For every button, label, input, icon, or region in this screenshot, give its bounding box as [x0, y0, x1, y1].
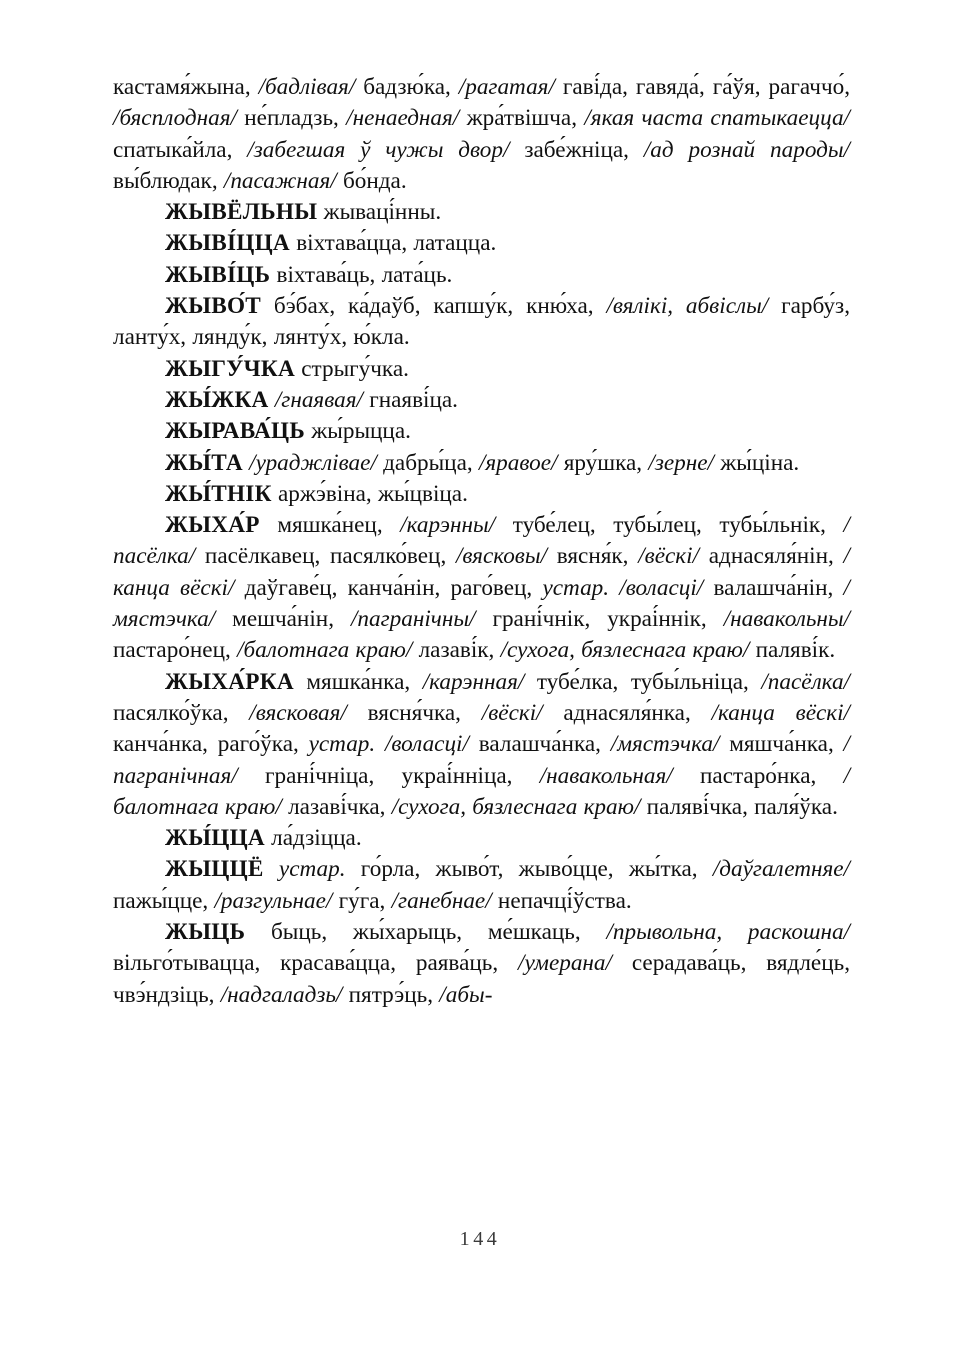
dictionary-entry	[113, 354, 850, 385]
entry-headword: ЖЫВІ́ЦЦА	[165, 230, 290, 257]
entry-gloss: /абы-	[439, 981, 493, 1008]
entry-gloss: /надгаладзь/	[220, 981, 349, 1008]
entry-synonyms: валашча́нін,	[713, 574, 844, 601]
entry-synonyms: вясня́к,	[556, 543, 639, 570]
entry-headword: ЖЫ́ТНІК	[165, 480, 272, 507]
entry-gloss: /разгульнае/	[214, 887, 339, 914]
entry-synonyms: паляві́к.	[755, 637, 836, 664]
entry-gloss: /прывольна, раскошна/	[606, 919, 850, 946]
page-number: 144	[459, 1228, 501, 1250]
entry-gloss: /зерне/	[648, 449, 721, 476]
entry-gloss: /даўгалетняе/	[712, 856, 850, 883]
entry-synonyms: пастаро́нец,	[113, 637, 238, 664]
entry-synonyms: кастамя́жына,	[113, 74, 259, 100]
entry-synonyms: вясня́чка,	[367, 699, 482, 726]
entry-gloss: /пагранічная/	[113, 731, 850, 789]
page-text-column	[113, 72, 850, 1011]
entry-synonyms: грані́чніца, украі́нніца,	[265, 762, 540, 789]
entry-headword: ЖЫЦЦЁ	[165, 856, 264, 883]
entry-synonyms: непачці́ўства.	[497, 887, 632, 914]
entry-headword: ЖЫ́ТА	[165, 449, 243, 476]
entry-synonyms: аржэ́віна, жы́цвіца.	[271, 480, 468, 507]
entry-synonyms: аднасяля́нка,	[563, 699, 712, 726]
entry-headword: ЖЫЦЬ	[165, 919, 246, 946]
entry-synonyms: пасёлкавец, пасялко́вец,	[204, 543, 456, 570]
entry-gloss: /мястэчка/	[610, 731, 730, 758]
entry-gloss: /пасёлка/	[761, 668, 850, 695]
entry-headword: ЖЫ́ЖКА	[165, 386, 269, 413]
entry-gloss: /забегшая ў чужы двор/	[247, 136, 525, 163]
entry-synonyms: ла́дзіцца.	[264, 825, 362, 852]
entry-synonyms: мяшча́нка,	[729, 731, 844, 758]
entry-headword: ЖЫВО́Т	[165, 293, 262, 320]
entry-synonyms: гарбу́з, ланту́х, лянду́к, лянту́х, ю́кла.	[113, 293, 850, 351]
dictionary-entry	[113, 228, 850, 259]
entry-synonyms: стрыгу́чка.	[295, 355, 409, 382]
dictionary-entry	[113, 667, 850, 823]
entry-synonyms: даўгаве́ц, канча́нін, раго́вец,	[244, 574, 543, 601]
entry-synonyms: пастаро́нка,	[700, 762, 844, 789]
entry-gloss: /канца вёскі/	[711, 699, 851, 726]
entry-gloss: /балотнага краю/	[113, 762, 851, 820]
entry-synonyms: грані́чнік, украі́ннік,	[492, 606, 724, 633]
entry-gloss: /умерана/	[518, 950, 632, 977]
entry-synonyms: спатыка́йла,	[113, 136, 248, 163]
entry-gloss: /ураджлівае/	[249, 449, 384, 476]
dictionary-entry	[113, 291, 850, 354]
dictionary-entry	[113, 479, 850, 510]
entry-headword: ЖЫ́ЦЦА	[165, 825, 265, 852]
entry-synonyms: бэ́бах, ка́даўб, капшу́к, кню́ха,	[261, 293, 607, 320]
entry-gloss: /вясковая/	[249, 699, 368, 726]
entry-synonyms: жы́рыцца.	[304, 418, 411, 445]
entry-headword: ЖЫРАВА́ЦЬ	[165, 418, 305, 445]
dictionary-entry	[113, 854, 850, 917]
entry-gloss: устар. /воласці/	[308, 731, 479, 758]
entry-gloss: /якая часта спатыкаецца/	[584, 105, 851, 132]
entry-gloss: /пагранічны/	[350, 606, 493, 633]
dictionary-entry	[113, 510, 850, 666]
entry-synonyms: быць, жы́харыць, ме́шкаць,	[245, 919, 607, 946]
entry-synonyms: валашча́нка,	[478, 731, 611, 758]
entry-synonyms: канча́нка, раго́ўка,	[113, 731, 309, 758]
entry-gloss: /бясплодная/	[113, 105, 245, 132]
entry-synonyms: бо́нда.	[342, 167, 407, 194]
entry-gloss: /навакольная/	[539, 762, 700, 789]
entry-synonyms: тубе́лка, тубы́льніца,	[536, 668, 762, 695]
entry-gloss: /мястэчка/	[113, 574, 850, 633]
dictionary-entry	[113, 448, 850, 479]
entry-gloss: /сухога, бязлеснага краю/	[500, 637, 756, 664]
entry-synonyms: забе́жніца,	[524, 136, 644, 163]
entry-gloss: /ад рознай пароды/	[643, 136, 850, 163]
entry-gloss: /яравое/	[478, 449, 564, 476]
dictionary-entry	[113, 385, 850, 416]
entry-gloss: устар.	[278, 856, 361, 883]
entry-gloss: устар. /воласці/	[542, 574, 714, 601]
entry-synonyms: аднасяля́нін,	[708, 543, 844, 570]
entry-synonyms: вы́блюдак,	[113, 167, 224, 194]
entry-synonyms: тубе́лец, тубы́лец, тубы́льнік,	[512, 512, 844, 539]
entry-gloss: /сухога, бязлеснага краю/	[391, 793, 647, 820]
entry-gloss: /пасажная/	[223, 167, 343, 194]
entry-synonyms: паляві́чка, паля́ўка.	[646, 793, 838, 820]
entry-headword: ЖЫХА́Р	[165, 512, 260, 539]
entry-headword: ЖЫВІ́ЦЬ	[165, 261, 271, 288]
entry-synonyms: пятрэ́ць,	[348, 981, 440, 1008]
entry-synonyms: серадава́ць, вядле́ць, чвэ́ндзіць,	[113, 950, 850, 1008]
entry-synonyms: віхтава́ць, лата́ць.	[270, 261, 453, 288]
entry-gloss: /бадлівая/	[258, 74, 364, 100]
entry-gloss: /навакольны/	[723, 606, 851, 633]
entry-synonyms: жы́ціна.	[720, 449, 800, 476]
entry-synonyms: гу́га,	[338, 887, 392, 914]
entry-gloss: /канца вёскі/	[113, 543, 850, 601]
entry-synonyms: го́рла, жыво́т, жыво́цце, жы́тка,	[360, 856, 713, 883]
entry-gloss: /пасёлка/	[113, 512, 850, 570]
entry-gloss: /вясковы/	[455, 543, 557, 570]
entry-synonyms: дабры́ца,	[383, 449, 479, 476]
entry-synonyms: пасялко́ўка,	[113, 699, 250, 726]
entry-headword: ЖЫХА́РКА	[165, 668, 294, 695]
entry-synonyms: мяшка́нка,	[293, 668, 423, 695]
entry-synonyms: не́пладзь,	[244, 105, 347, 132]
entry-gloss: /карэнная/	[422, 668, 537, 695]
entry-synonyms: вільго́тывацца, красава́цца, раява́ць,	[113, 950, 518, 977]
entry-synonyms: пажы́цце,	[113, 887, 215, 914]
entry-headword: ЖЫВЁЛЬНЫ	[165, 199, 318, 226]
dictionary-entry	[113, 416, 850, 447]
dictionary-entry	[113, 260, 850, 291]
entry-gloss: /балотнага краю/	[237, 637, 419, 664]
entry-synonyms: лазаві́чка,	[288, 793, 392, 820]
entry-synonyms	[264, 856, 279, 882]
entry-synonyms: мяшка́нец,	[259, 512, 401, 539]
entry-gloss: /гнаявая/	[274, 386, 370, 413]
entry-gloss: /ганебнае/	[391, 887, 498, 914]
entry-synonyms: гнаяві́ца.	[369, 386, 458, 413]
entry-synonyms: жываці́нны.	[317, 199, 442, 226]
entry-synonyms: яру́шка,	[563, 449, 649, 476]
entry-gloss: /ненаедная/	[346, 105, 467, 132]
entry-synonyms: віхтава́цца, латацца.	[289, 230, 497, 257]
entry-synonyms: мешча́нін,	[232, 606, 351, 633]
entry-headword: ЖЫГУ́ЧКА	[165, 355, 295, 382]
entry-synonyms: гаві́да, гавяда́, га́ўя, рагаччо́,	[562, 74, 850, 100]
entry-gloss: /карэнны/	[400, 512, 513, 539]
entry-synonyms: бадзю́ка,	[363, 74, 459, 100]
entry-synonyms: жра́твішча,	[466, 105, 585, 132]
dictionary-entry	[113, 197, 850, 228]
entry-gloss: /рагатая/	[458, 74, 563, 100]
entry-gloss: /вёскі/	[638, 543, 709, 570]
entry-gloss: /вялікі, абвіслы/	[606, 293, 782, 320]
entry-synonyms: лазаві́к,	[418, 637, 501, 664]
entry-gloss: /вёскі/	[481, 699, 564, 726]
entry-continuation	[113, 72, 850, 197]
dictionary-entry	[113, 917, 850, 1011]
dictionary-entry	[113, 823, 850, 854]
